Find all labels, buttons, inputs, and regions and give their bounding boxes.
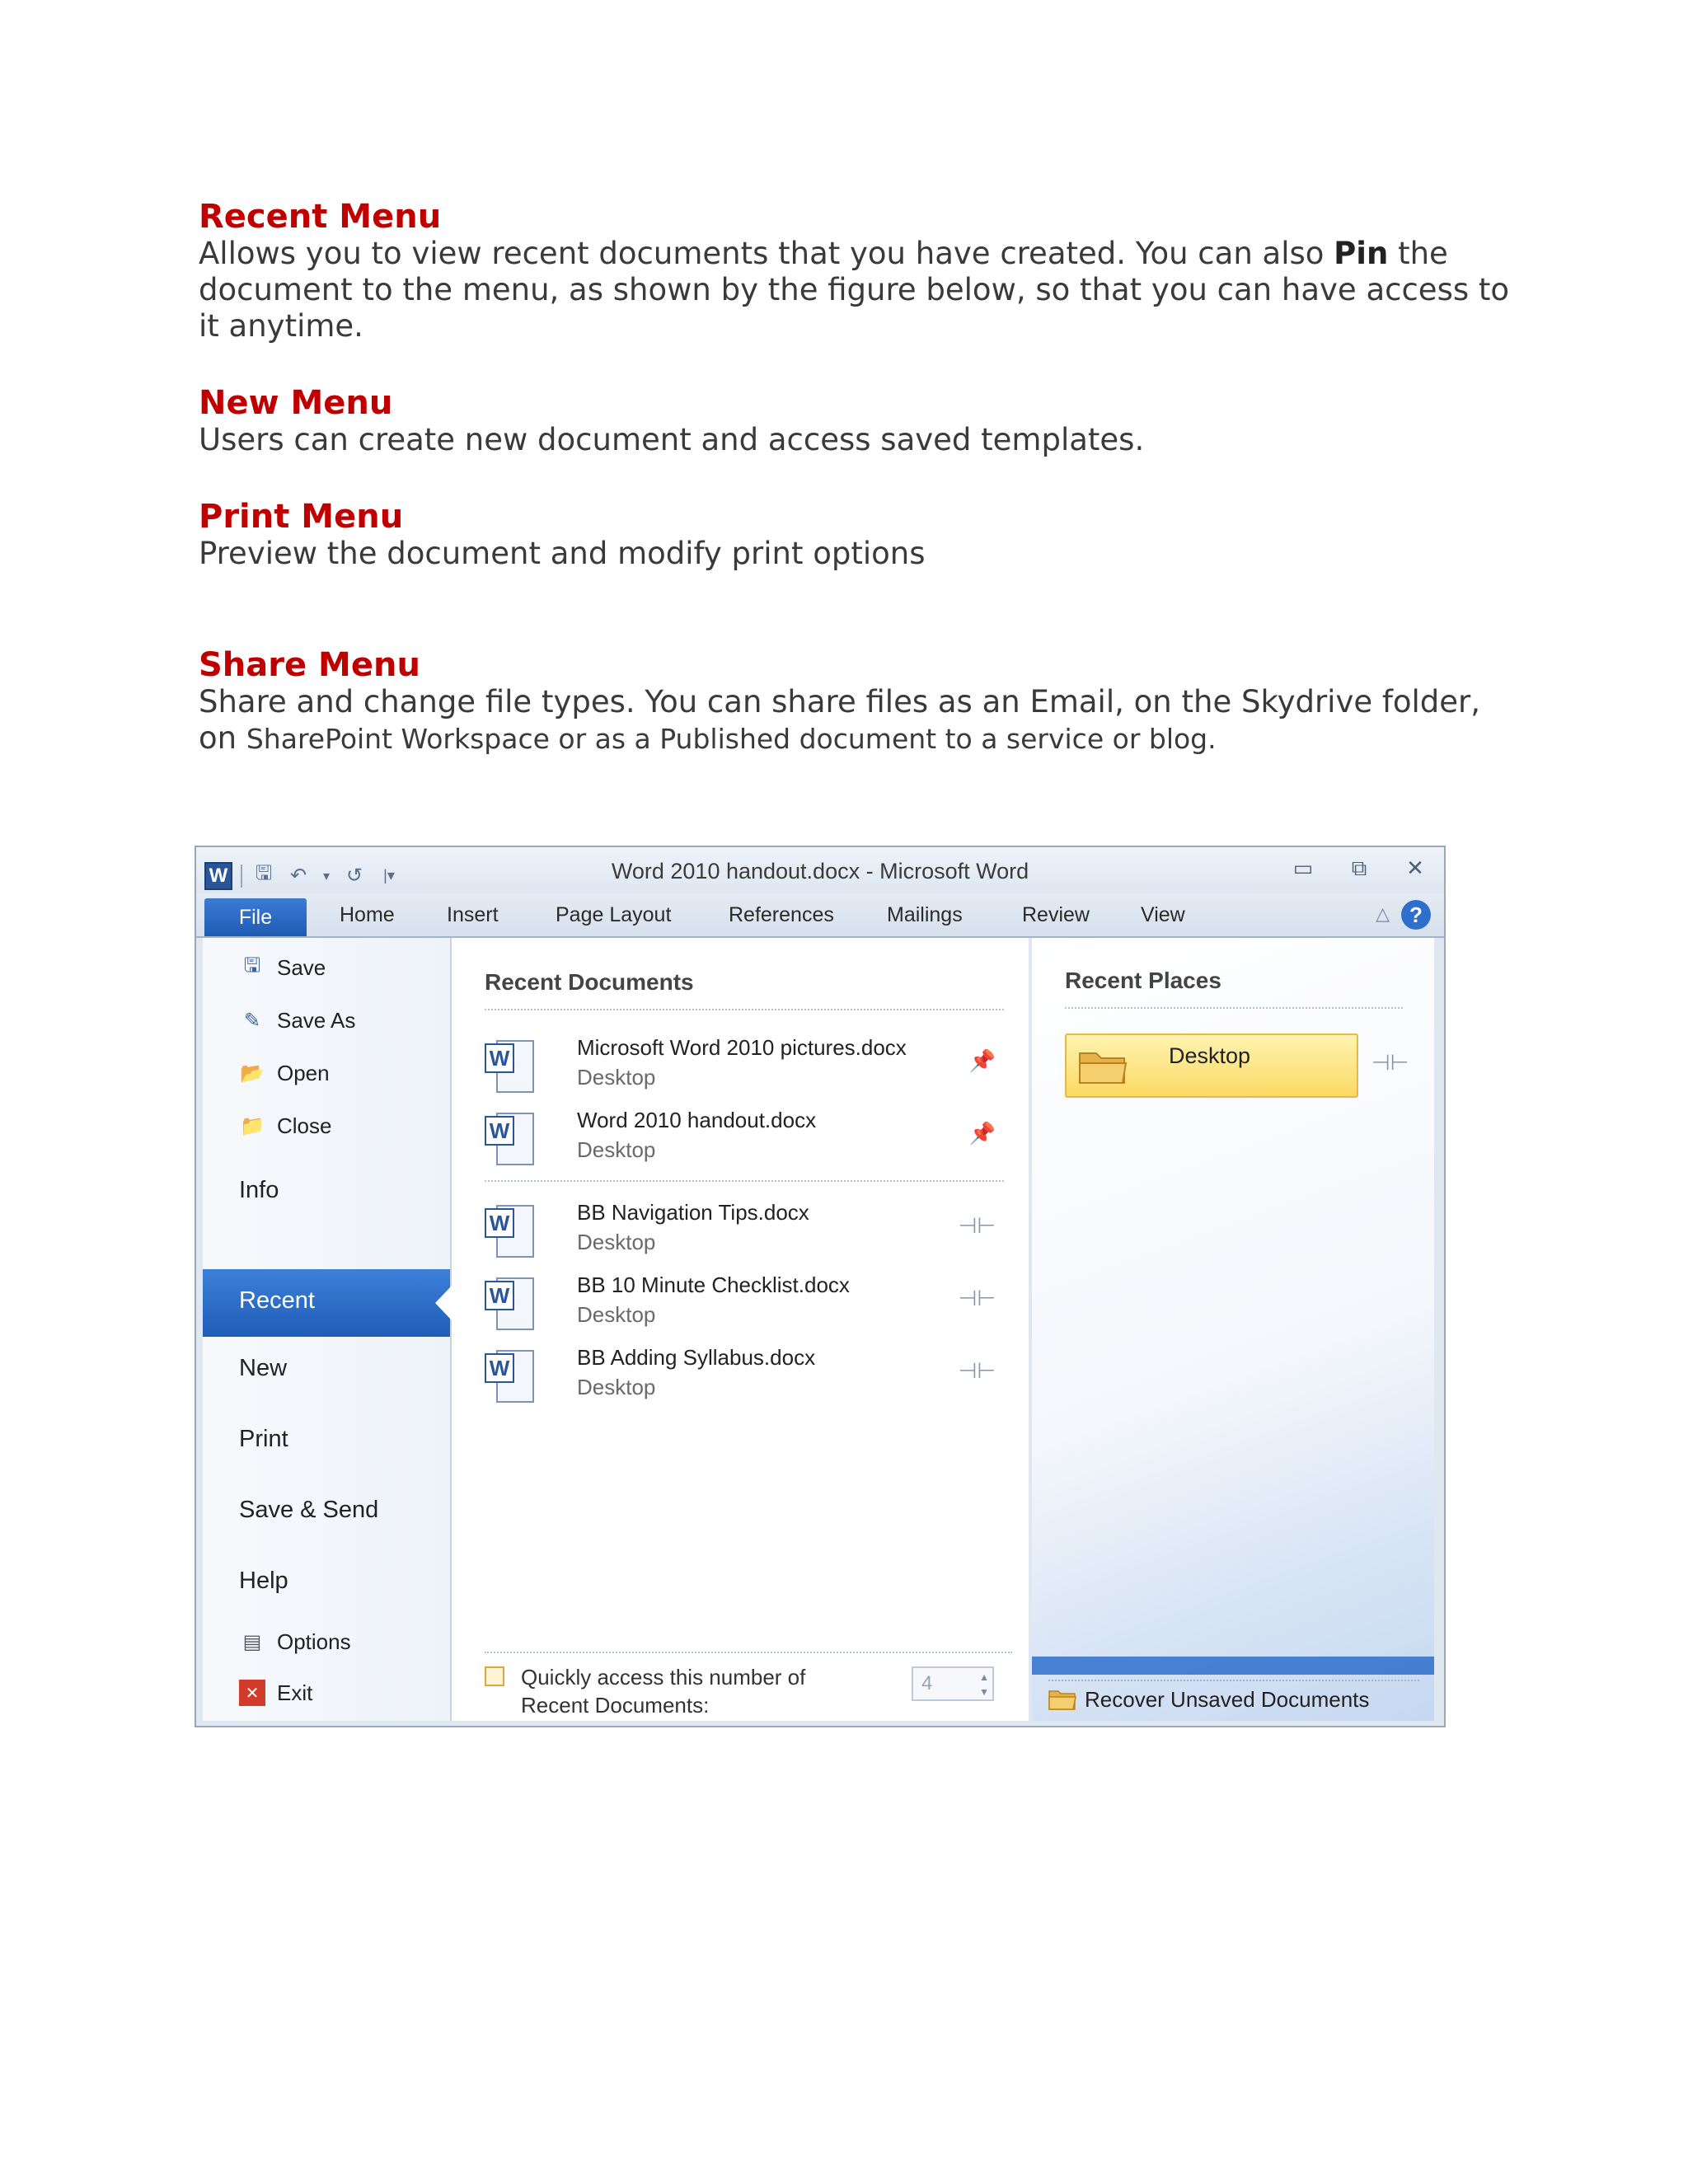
- word-logo-glyph: W: [485, 1353, 514, 1383]
- window-controls: [1291, 855, 1428, 882]
- folder-icon: [1078, 1047, 1128, 1086]
- nav-print[interactable]: Print: [239, 1426, 288, 1452]
- pin-keyword: Pin: [1334, 236, 1389, 271]
- nav-info[interactable]: Info: [239, 1177, 279, 1203]
- save-icon: 🖫: [243, 954, 261, 977]
- recent-place-name: Desktop: [1169, 1043, 1251, 1068]
- recent-doc-item[interactable]: [485, 1198, 996, 1268]
- tab-file[interactable]: File: [204, 898, 307, 936]
- nav-options-label: Options: [277, 1629, 351, 1654]
- word-document-icon: [485, 1109, 537, 1169]
- nav-exit[interactable]: [239, 1680, 312, 1706]
- word-logo-glyph: W: [485, 1281, 514, 1310]
- options-icon: ▤: [242, 1630, 262, 1653]
- word-document-icon: [485, 1347, 537, 1406]
- open-folder-icon: 📂: [240, 1062, 265, 1085]
- divider: [485, 1180, 1004, 1182]
- recent-text-2: the: [1388, 236, 1448, 271]
- nav-new[interactable]: New: [239, 1355, 288, 1381]
- doc-location: Desktop: [577, 1230, 656, 1254]
- doc-name: BB Adding Syllabus.docx: [577, 1345, 816, 1370]
- word-document-icon: [485, 1202, 537, 1261]
- recent-places-title: Recent Places: [1065, 968, 1221, 993]
- quick-access-line-2: Recent Documents:: [521, 1693, 710, 1718]
- word-logo-glyph: W: [485, 1043, 514, 1073]
- doc-location: Desktop: [577, 1375, 656, 1399]
- nav-close[interactable]: [239, 1113, 331, 1139]
- pin-icon[interactable]: ⊣⊢: [958, 1358, 996, 1383]
- nav-exit-label: Exit: [277, 1680, 313, 1705]
- doc-name: Word 2010 handout.docx: [577, 1108, 817, 1132]
- customize-qat-icon[interactable]: |▾: [383, 867, 395, 883]
- accent-bar: [1032, 1657, 1434, 1675]
- help-icon[interactable]: ?: [1401, 900, 1431, 930]
- word-logo-glyph: W: [485, 1208, 514, 1238]
- doc-location: Desktop: [577, 1137, 656, 1162]
- ribbon-tab-bar: [196, 893, 1444, 938]
- share-text-2: on: [199, 720, 246, 756]
- nav-help[interactable]: Help: [239, 1568, 288, 1594]
- share-menu-heading: Share Menu: [199, 646, 420, 684]
- recent-menu-paragraph: [199, 236, 1517, 344]
- pinned-icon[interactable]: 📌: [968, 1048, 996, 1073]
- quick-access-checkbox[interactable]: [485, 1666, 504, 1686]
- recover-unsaved-documents-button[interactable]: [1048, 1680, 1419, 1718]
- word-backstage-screenshot: [195, 846, 1446, 1727]
- new-menu-text: Users can create new document and access saved templates.: [199, 422, 1145, 457]
- recent-count-spinner[interactable]: [912, 1666, 994, 1701]
- recent-places-pane: [1032, 938, 1434, 1721]
- tab-mailings[interactable]: Mailings: [887, 903, 963, 926]
- recent-place-item[interactable]: [1065, 1033, 1358, 1098]
- quick-access-label: [521, 1663, 805, 1719]
- word-document-icon: [485, 1274, 537, 1333]
- recent-doc-item[interactable]: [485, 1271, 996, 1340]
- pin-icon[interactable]: ⊣⊢: [958, 1213, 996, 1238]
- divider: [1065, 1007, 1403, 1009]
- recover-label: Recover Unsaved Documents: [1085, 1686, 1370, 1712]
- recent-documents-pane: [452, 938, 1029, 1721]
- folder-icon: [1048, 1688, 1076, 1711]
- tab-home[interactable]: Home: [340, 903, 395, 926]
- tab-review[interactable]: Review: [1022, 903, 1090, 926]
- section-print-menu: [199, 498, 1517, 572]
- nav-save-as-label: Save As: [277, 1007, 356, 1033]
- share-text-1: Share and change file types. You can share files as an Email, on the Skydrive folder,: [199, 684, 1481, 719]
- doc-name: BB Navigation Tips.docx: [577, 1200, 809, 1225]
- doc-name: BB 10 Minute Checklist.docx: [577, 1272, 850, 1297]
- undo-icon[interactable]: ↶: [289, 865, 307, 887]
- save-icon[interactable]: 🖫: [255, 862, 273, 884]
- minimize-icon[interactable]: ▭: [1292, 855, 1314, 880]
- tab-page-layout[interactable]: Page Layout: [556, 903, 672, 926]
- window-title: Word 2010 handout.docx - Microsoft Word: [611, 859, 1029, 883]
- word-document-icon: [485, 1037, 537, 1096]
- nav-save-label: Save: [277, 954, 326, 980]
- close-window-icon[interactable]: ✕: [1406, 855, 1424, 880]
- pin-icon[interactable]: ⊣⊢: [958, 1286, 996, 1310]
- share-menu-paragraph: [199, 684, 1517, 757]
- recent-doc-item[interactable]: [485, 1106, 996, 1175]
- doc-location: Desktop: [577, 1302, 656, 1327]
- recent-text-3: document to the menu, as shown by the figure below, so that you can have access to: [199, 272, 1510, 307]
- share-text-3: SharePoint Workspace or as a Published document to a service or blog.: [246, 723, 1217, 755]
- exit-icon: ✕: [239, 1680, 265, 1706]
- recent-doc-item[interactable]: [485, 1343, 996, 1413]
- print-menu-heading: Print Menu: [199, 498, 404, 536]
- restore-icon[interactable]: ⧉: [1351, 855, 1367, 880]
- print-menu-text: Preview the document and modify print options: [199, 536, 926, 571]
- collapse-ribbon-icon[interactable]: △: [1376, 903, 1390, 924]
- section-recent-menu: [199, 198, 1517, 344]
- spinner-arrows[interactable]: [979, 1670, 989, 1699]
- recent-menu-heading: Recent Menu: [199, 198, 442, 236]
- doc-location: Desktop: [577, 1065, 656, 1090]
- new-menu-heading: New Menu: [199, 384, 393, 422]
- section-share-menu: [199, 646, 1517, 757]
- tab-view[interactable]: View: [1141, 903, 1185, 926]
- nav-save-as[interactable]: [239, 1007, 355, 1033]
- close-folder-icon: 📁: [240, 1114, 265, 1137]
- nav-recent-label: Recent: [239, 1287, 315, 1314]
- word-logo-glyph: W: [485, 1116, 514, 1146]
- title-bar: [196, 847, 1444, 893]
- doc-name: Microsoft Word 2010 pictures.docx: [577, 1035, 907, 1060]
- word-app-icon[interactable]: W: [204, 862, 232, 890]
- divider: [485, 1652, 1012, 1653]
- spinner-down-icon[interactable]: ▼: [979, 1686, 989, 1698]
- nav-open[interactable]: [239, 1060, 330, 1086]
- spinner-up-icon[interactable]: ▲: [979, 1671, 989, 1683]
- pinned-icon[interactable]: 📌: [968, 1121, 996, 1146]
- nav-options[interactable]: [239, 1629, 351, 1655]
- divider: [485, 1009, 1004, 1010]
- nav-save[interactable]: [239, 954, 326, 981]
- quick-access-line-1: Quickly access this number of: [521, 1665, 806, 1690]
- tab-references[interactable]: References: [729, 903, 834, 926]
- save-as-icon: ✎: [243, 1009, 261, 1032]
- section-new-menu: [199, 384, 1517, 458]
- recent-documents-title: Recent Documents: [485, 969, 694, 995]
- recent-text-1: Allows you to view recent documents that you have created. You can also: [199, 236, 1334, 271]
- tab-insert[interactable]: Insert: [447, 903, 499, 926]
- pin-icon[interactable]: ⊣⊢: [1372, 1050, 1409, 1075]
- nav-close-label: Close: [277, 1113, 332, 1138]
- recent-text-4: it anytime.: [199, 308, 363, 344]
- nav-recent[interactable]: [203, 1269, 450, 1337]
- backstage-nav: [203, 938, 452, 1721]
- nav-save-send[interactable]: Save & Send: [239, 1497, 379, 1523]
- recent-count-value: 4: [921, 1672, 933, 1694]
- recent-doc-item[interactable]: [485, 1033, 996, 1103]
- nav-open-label: Open: [277, 1060, 330, 1085]
- redo-icon[interactable]: ↺: [345, 865, 363, 887]
- undo-dropdown-icon[interactable]: ▾: [322, 869, 331, 883]
